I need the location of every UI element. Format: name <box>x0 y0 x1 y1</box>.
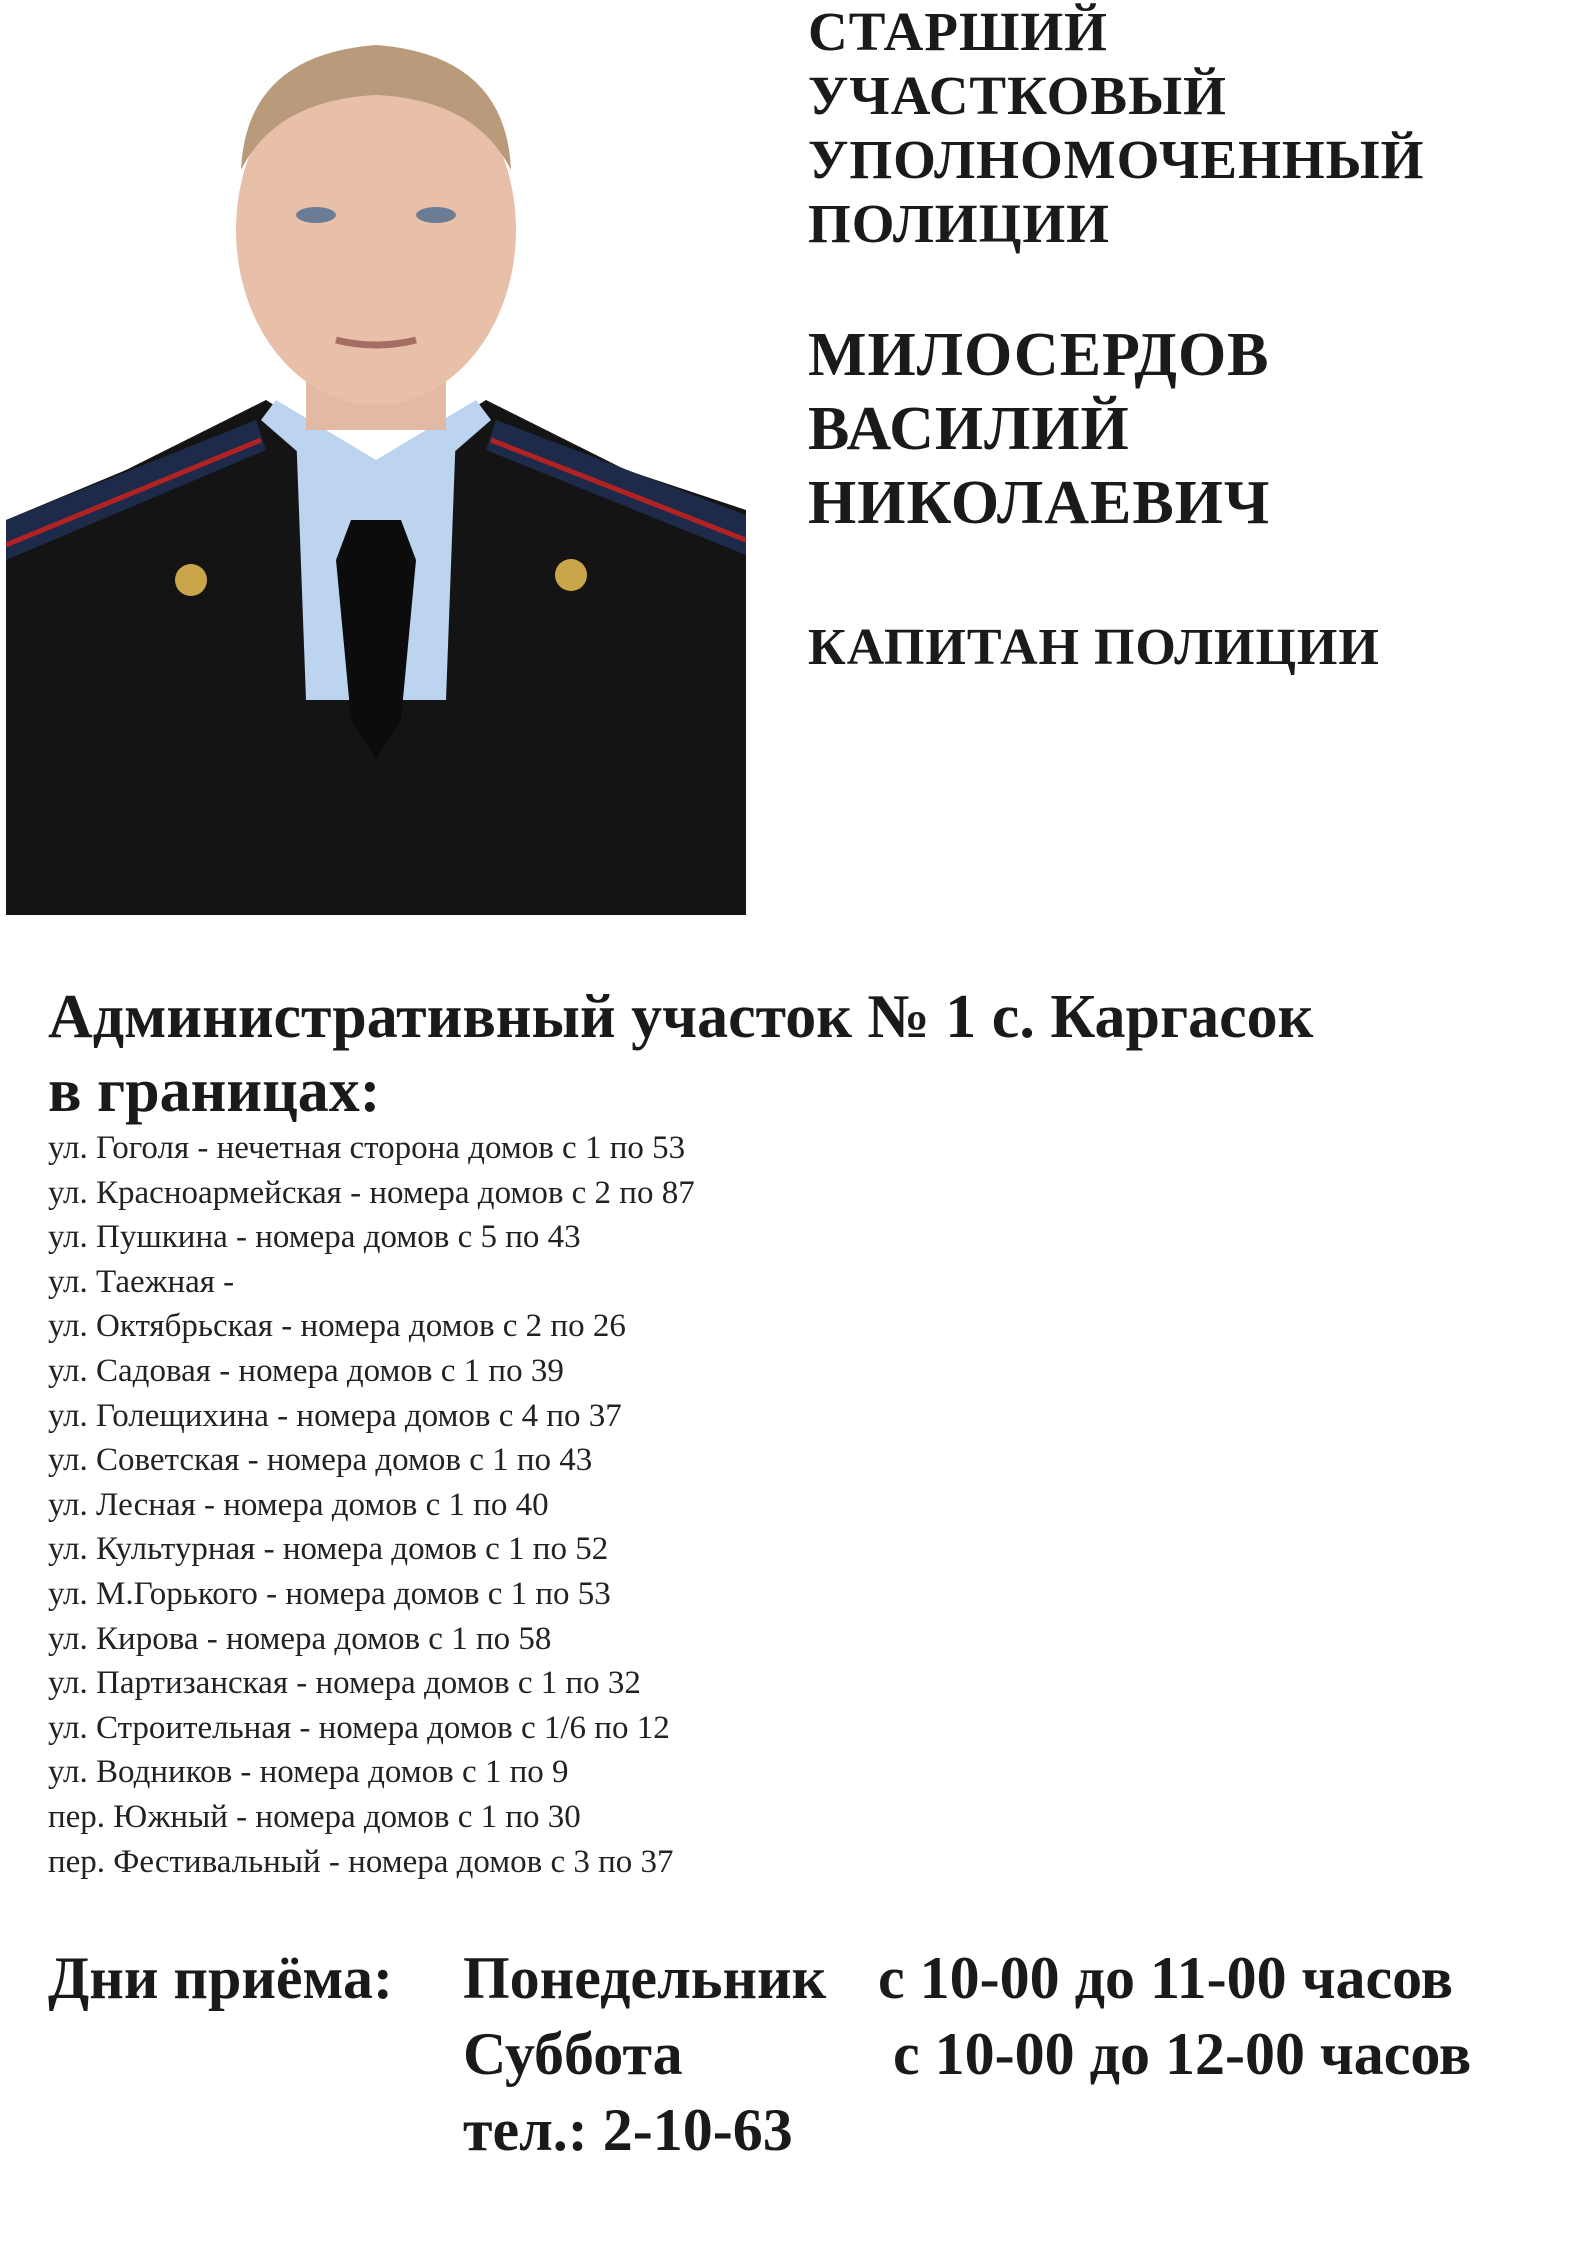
district-subtitle: в границах: <box>48 1057 381 1125</box>
list-item: ул. Пушкина - номера домов с 5 по 43 <box>48 1219 581 1256</box>
schedule-day: Суббота <box>463 2021 683 2087</box>
officer-rank: КАПИТАН ПОЛИЦИИ <box>808 619 1380 676</box>
schedule-day: Понедельник <box>463 1945 827 2011</box>
list-item: ул. Партизанская - номера домов с 1 по 32 <box>48 1665 641 1702</box>
list-item: ул. М.Горького - номера домов с 1 по 53 <box>48 1575 611 1612</box>
list-item: ул. Лесная - номера домов с 1 по 40 <box>48 1486 549 1523</box>
officer-portrait-icon <box>6 0 746 915</box>
officer-photo <box>6 0 746 915</box>
reception-label: Дни приёма: <box>48 1945 393 2011</box>
list-item: пер. Фестивальный - номера домов с 3 по 37 <box>48 1843 674 1880</box>
district-title-line: Административный участок № 1 с. Каргасок <box>48 983 1314 1051</box>
schedule-time: с 10-00 до 12-00 часов <box>893 2021 1472 2087</box>
list-item: ул. Культурная - номера домов с 1 по 52 <box>48 1531 609 1568</box>
district-title <box>48 980 1528 1128</box>
list-item: ул. Октябрьская - номера домов с 2 по 26 <box>48 1308 626 1345</box>
position-title-line: УЧАСТКОВЫЙ <box>808 65 1227 126</box>
list-item: ул. Строительная - номера домов с 1/6 по 12 <box>48 1709 670 1746</box>
patronymic: НИКОЛАЕВИЧ <box>808 469 1271 537</box>
first-name: ВАСИЛИЙ <box>808 395 1130 463</box>
list-item: ул. Садовая - номера домов с 1 по 39 <box>48 1352 564 1389</box>
street-list <box>48 1126 695 1884</box>
surname: МИЛОСЕРДОВ <box>808 321 1270 389</box>
officer-full-name <box>808 318 1270 540</box>
phone-number: тел.: 2-10-63 <box>463 2097 793 2163</box>
position-title-block <box>808 0 1528 256</box>
list-item: пер. Южный - номера домов с 1 по 30 <box>48 1798 581 1835</box>
position-title-line: ПОЛИЦИИ <box>808 193 1110 254</box>
position-title-line: СТАРШИЙ <box>808 1 1108 62</box>
schedule-time: с 10-00 до 11-00 часов <box>878 1945 1454 2011</box>
list-item: ул. Красноармейская - номера домов с 2 по 87 <box>48 1174 695 1211</box>
list-item: ул. Водников - номера домов с 1 по 9 <box>48 1754 569 1791</box>
list-item: ул. Голещихина - номера домов с 4 по 37 <box>48 1397 622 1434</box>
list-item: ул. Гоголя - нечетная сторона домов с 1 по 53 <box>48 1130 686 1166</box>
list-item: ул. Советская - номера домов с 1 по 43 <box>48 1442 593 1479</box>
list-item: ул. Кирова - номера домов с 1 по 58 <box>48 1620 552 1657</box>
position-title-line: УПОЛНОМОЧЕННЫЙ <box>808 129 1425 190</box>
list-item: ул. Таежная - <box>48 1263 235 1300</box>
